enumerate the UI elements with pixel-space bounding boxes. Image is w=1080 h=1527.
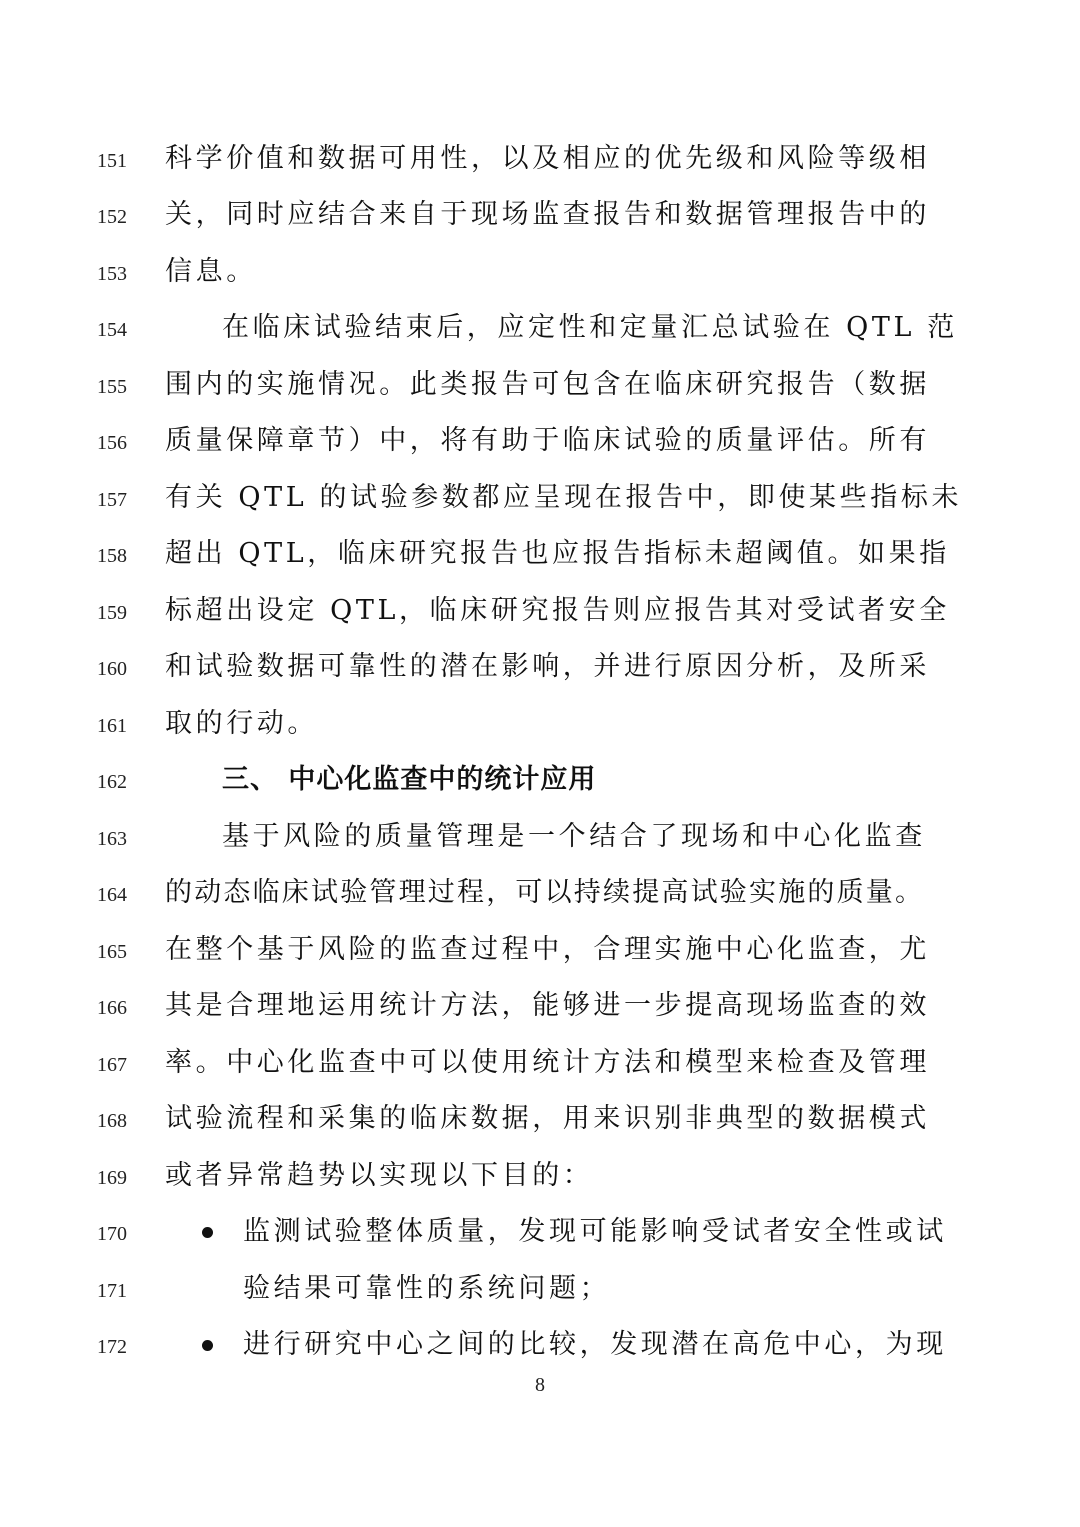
text-line <box>0 641 1080 697</box>
line-number: 171 <box>97 1280 127 1302</box>
line-number: 169 <box>97 1167 127 1189</box>
line-number: 165 <box>97 941 127 963</box>
text-line <box>0 698 1080 754</box>
text-line <box>0 472 1080 528</box>
line-text: 基于风险的质量管理是一个结合了现场和中心化监查 <box>222 821 926 852</box>
text-line <box>0 980 1080 1036</box>
line-text: 有关 QTL 的试验参数都应呈现在报告中，即使某些指标未 <box>165 482 963 513</box>
text-line <box>0 924 1080 980</box>
line-text: 信息。 <box>165 256 257 287</box>
line-text: 其是合理地运用统计方法，能够进一步提高现场监查的效 <box>165 990 930 1021</box>
line-number: 162 <box>97 771 127 793</box>
text-line <box>0 811 1080 867</box>
line-text: 围内的实施情况。此类报告可包含在临床研究报告（数据 <box>165 369 930 400</box>
text-line <box>0 133 1080 189</box>
section-heading: 三、 中心化监查中的统计应用 <box>222 764 597 795</box>
section-heading-line <box>0 754 1080 810</box>
line-number: 166 <box>97 997 127 1019</box>
bullet-text: 验结果可靠性的系统问题； <box>243 1273 611 1304</box>
text-line <box>0 528 1080 584</box>
bullet-icon <box>202 1340 213 1351</box>
line-text: 率。中心化监查中可以使用统计方法和模型来检查及管理 <box>165 1047 930 1078</box>
text-line <box>0 415 1080 471</box>
line-text: 科学价值和数据可用性，以及相应的优先级和风险等级相 <box>165 143 930 174</box>
text-line <box>0 867 1080 923</box>
line-text: 超出 QTL，临床研究报告也应报告指标未超阈值。如果指 <box>165 538 950 569</box>
line-text: 取的行动。 <box>165 708 318 739</box>
bullet-text: 监测试验整体质量，发现可能影响受试者安全性或试 <box>243 1216 947 1247</box>
line-number: 156 <box>97 432 127 454</box>
line-number: 167 <box>97 1054 127 1076</box>
text-line <box>0 246 1080 302</box>
line-text: 试验流程和采集的临床数据，用来识别非典型的数据模式 <box>165 1103 930 1134</box>
line-number: 151 <box>97 150 127 172</box>
page-number: 8 <box>535 1374 545 1396</box>
line-text: 标超出设定 QTL，临床研究报告则应报告其对受试者安全 <box>165 595 950 626</box>
text-line <box>0 1150 1080 1206</box>
line-text: 关，同时应结合来自于现场监查报告和数据管理报告中的 <box>165 199 930 230</box>
line-number: 152 <box>97 206 127 228</box>
text-line <box>0 1037 1080 1093</box>
text-line <box>0 359 1080 415</box>
bullet-text: 进行研究中心之间的比较，发现潜在高危中心，为现 <box>243 1329 947 1360</box>
bullet-continuation-line <box>0 1263 1080 1319</box>
line-number: 163 <box>97 828 127 850</box>
line-number: 154 <box>97 319 127 341</box>
line-number: 161 <box>97 715 127 737</box>
text-line <box>0 189 1080 245</box>
bullet-line <box>0 1206 1080 1262</box>
line-number: 153 <box>97 263 127 285</box>
text-line <box>0 1093 1080 1149</box>
bullet-line <box>0 1319 1080 1375</box>
line-number: 160 <box>97 658 127 680</box>
line-text: 质量保障章节）中，将有助于临床试验的质量评估。所有 <box>165 425 930 456</box>
line-text: 或者异常趋势以实现以下目的： <box>165 1160 594 1191</box>
line-number: 159 <box>97 602 127 624</box>
line-number: 172 <box>97 1336 127 1358</box>
line-text: 的动态临床试验管理过程，可以持续提高试验实施的质量。 <box>165 877 925 908</box>
line-number: 158 <box>97 545 127 567</box>
line-text: 和试验数据可靠性的潜在影响，并进行原因分析，及所采 <box>165 651 930 682</box>
text-line <box>0 585 1080 641</box>
line-number: 168 <box>97 1110 127 1132</box>
line-text: 在临床试验结束后，应定性和定量汇总试验在 QTL 范 <box>222 312 958 343</box>
line-number: 164 <box>97 884 127 906</box>
line-number: 155 <box>97 376 127 398</box>
text-line <box>0 302 1080 358</box>
line-number: 157 <box>97 489 127 511</box>
bullet-icon <box>202 1227 213 1238</box>
line-text: 在整个基于风险的监查过程中，合理实施中心化监查，尤 <box>165 934 930 965</box>
line-number: 170 <box>97 1223 127 1245</box>
